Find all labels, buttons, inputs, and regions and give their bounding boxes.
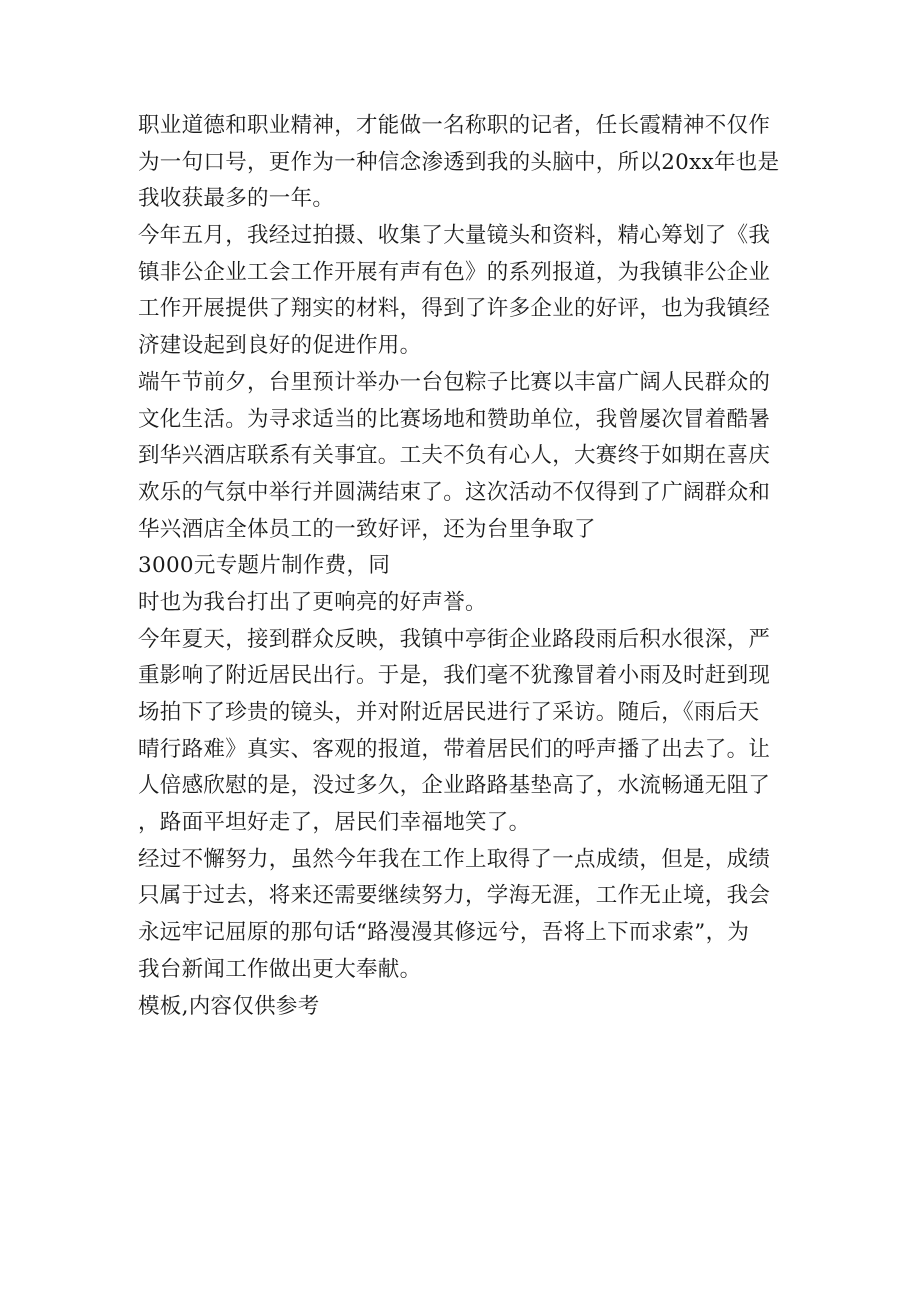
text-line: 我台新闻工作做出更大奉献。: [138, 956, 422, 982]
text-line: 工作开展提供了翔实的材料，得到了许多企业的好评，也为我镇经: [138, 296, 771, 322]
footer-note: 模板,内容仅供参考: [138, 993, 320, 1019]
text-line: 文化生活。为寻求适当的比赛场地和赞助单位，我曾屡次冒着酷暑: [138, 406, 771, 432]
text-line: 欢乐的气氛中举行并圆满结束了。这次活动不仅得到了广阔群众和: [138, 479, 771, 505]
text-line: ，路面平坦好走了，居民们幸福地笑了。: [138, 810, 531, 836]
text-line: 镇非公企业工会工作开展有声有色》的系列报道，为我镇非公企业: [138, 259, 771, 285]
text-line: 今年夏天，接到群众反映，我镇中亭街企业路段雨后积水很深，严: [138, 626, 771, 652]
text-line: 3000元专题片制作费，同: [138, 553, 391, 579]
text-line: 重影响了附近居民出行。于是，我们毫不犹豫冒着小雨及时赶到现: [138, 663, 771, 689]
text-line: 我收获最多的一年。: [138, 186, 335, 212]
document-body: [138, 108, 778, 1025]
text-line: 人倍感欣慰的是，没过多久，企业路路基垫高了，水流畅通无阻了: [138, 773, 771, 799]
text-line: 职业道德和职业精神，才能做一名称职的记者，任长霞精神不仅作: [138, 113, 771, 138]
text-line: 场拍下了珍贵的镜头，并对附近居民进行了采访。随后，《雨后天: [138, 700, 760, 725]
text-line: 只属于过去，将来还需要继续努力，学海无涯，工作无止境，我会: [138, 883, 771, 909]
text-line: 经过不懈努力，虽然今年我在工作上取得了一点成绩，但是，成绩: [138, 846, 771, 872]
text-line: 到华兴酒店联系有关事宜。工夫不负有心人，大赛终于如期在喜庆: [138, 443, 771, 469]
text-line: 永远牢记屈原的那句话“路漫漫其修远兮，吾将上下而求索”，为: [138, 920, 750, 946]
text-line: 为一句口号，更作为一种信念渗透到我的头脑中，所以20xx年也是: [138, 149, 780, 175]
text-line: 端午节前夕，台里预计举办一台包粽子比赛以丰富广阔人民群众的: [138, 369, 771, 395]
text-line: 华兴酒店全体员工的一致好评，还为台里争取了: [138, 516, 596, 542]
text-line: 晴行路难》真实、客观的报道，带着居民们的呼声播了出去了。让: [138, 736, 771, 762]
text-line: 济建设起到良好的促进作用。: [138, 333, 422, 359]
text-line: 时也为我台打出了更响亮的好声誉。: [138, 589, 487, 615]
text-line: 今年五月，我经过拍摄、收集了大量镜头和资料，精心筹划了《我: [138, 223, 771, 249]
